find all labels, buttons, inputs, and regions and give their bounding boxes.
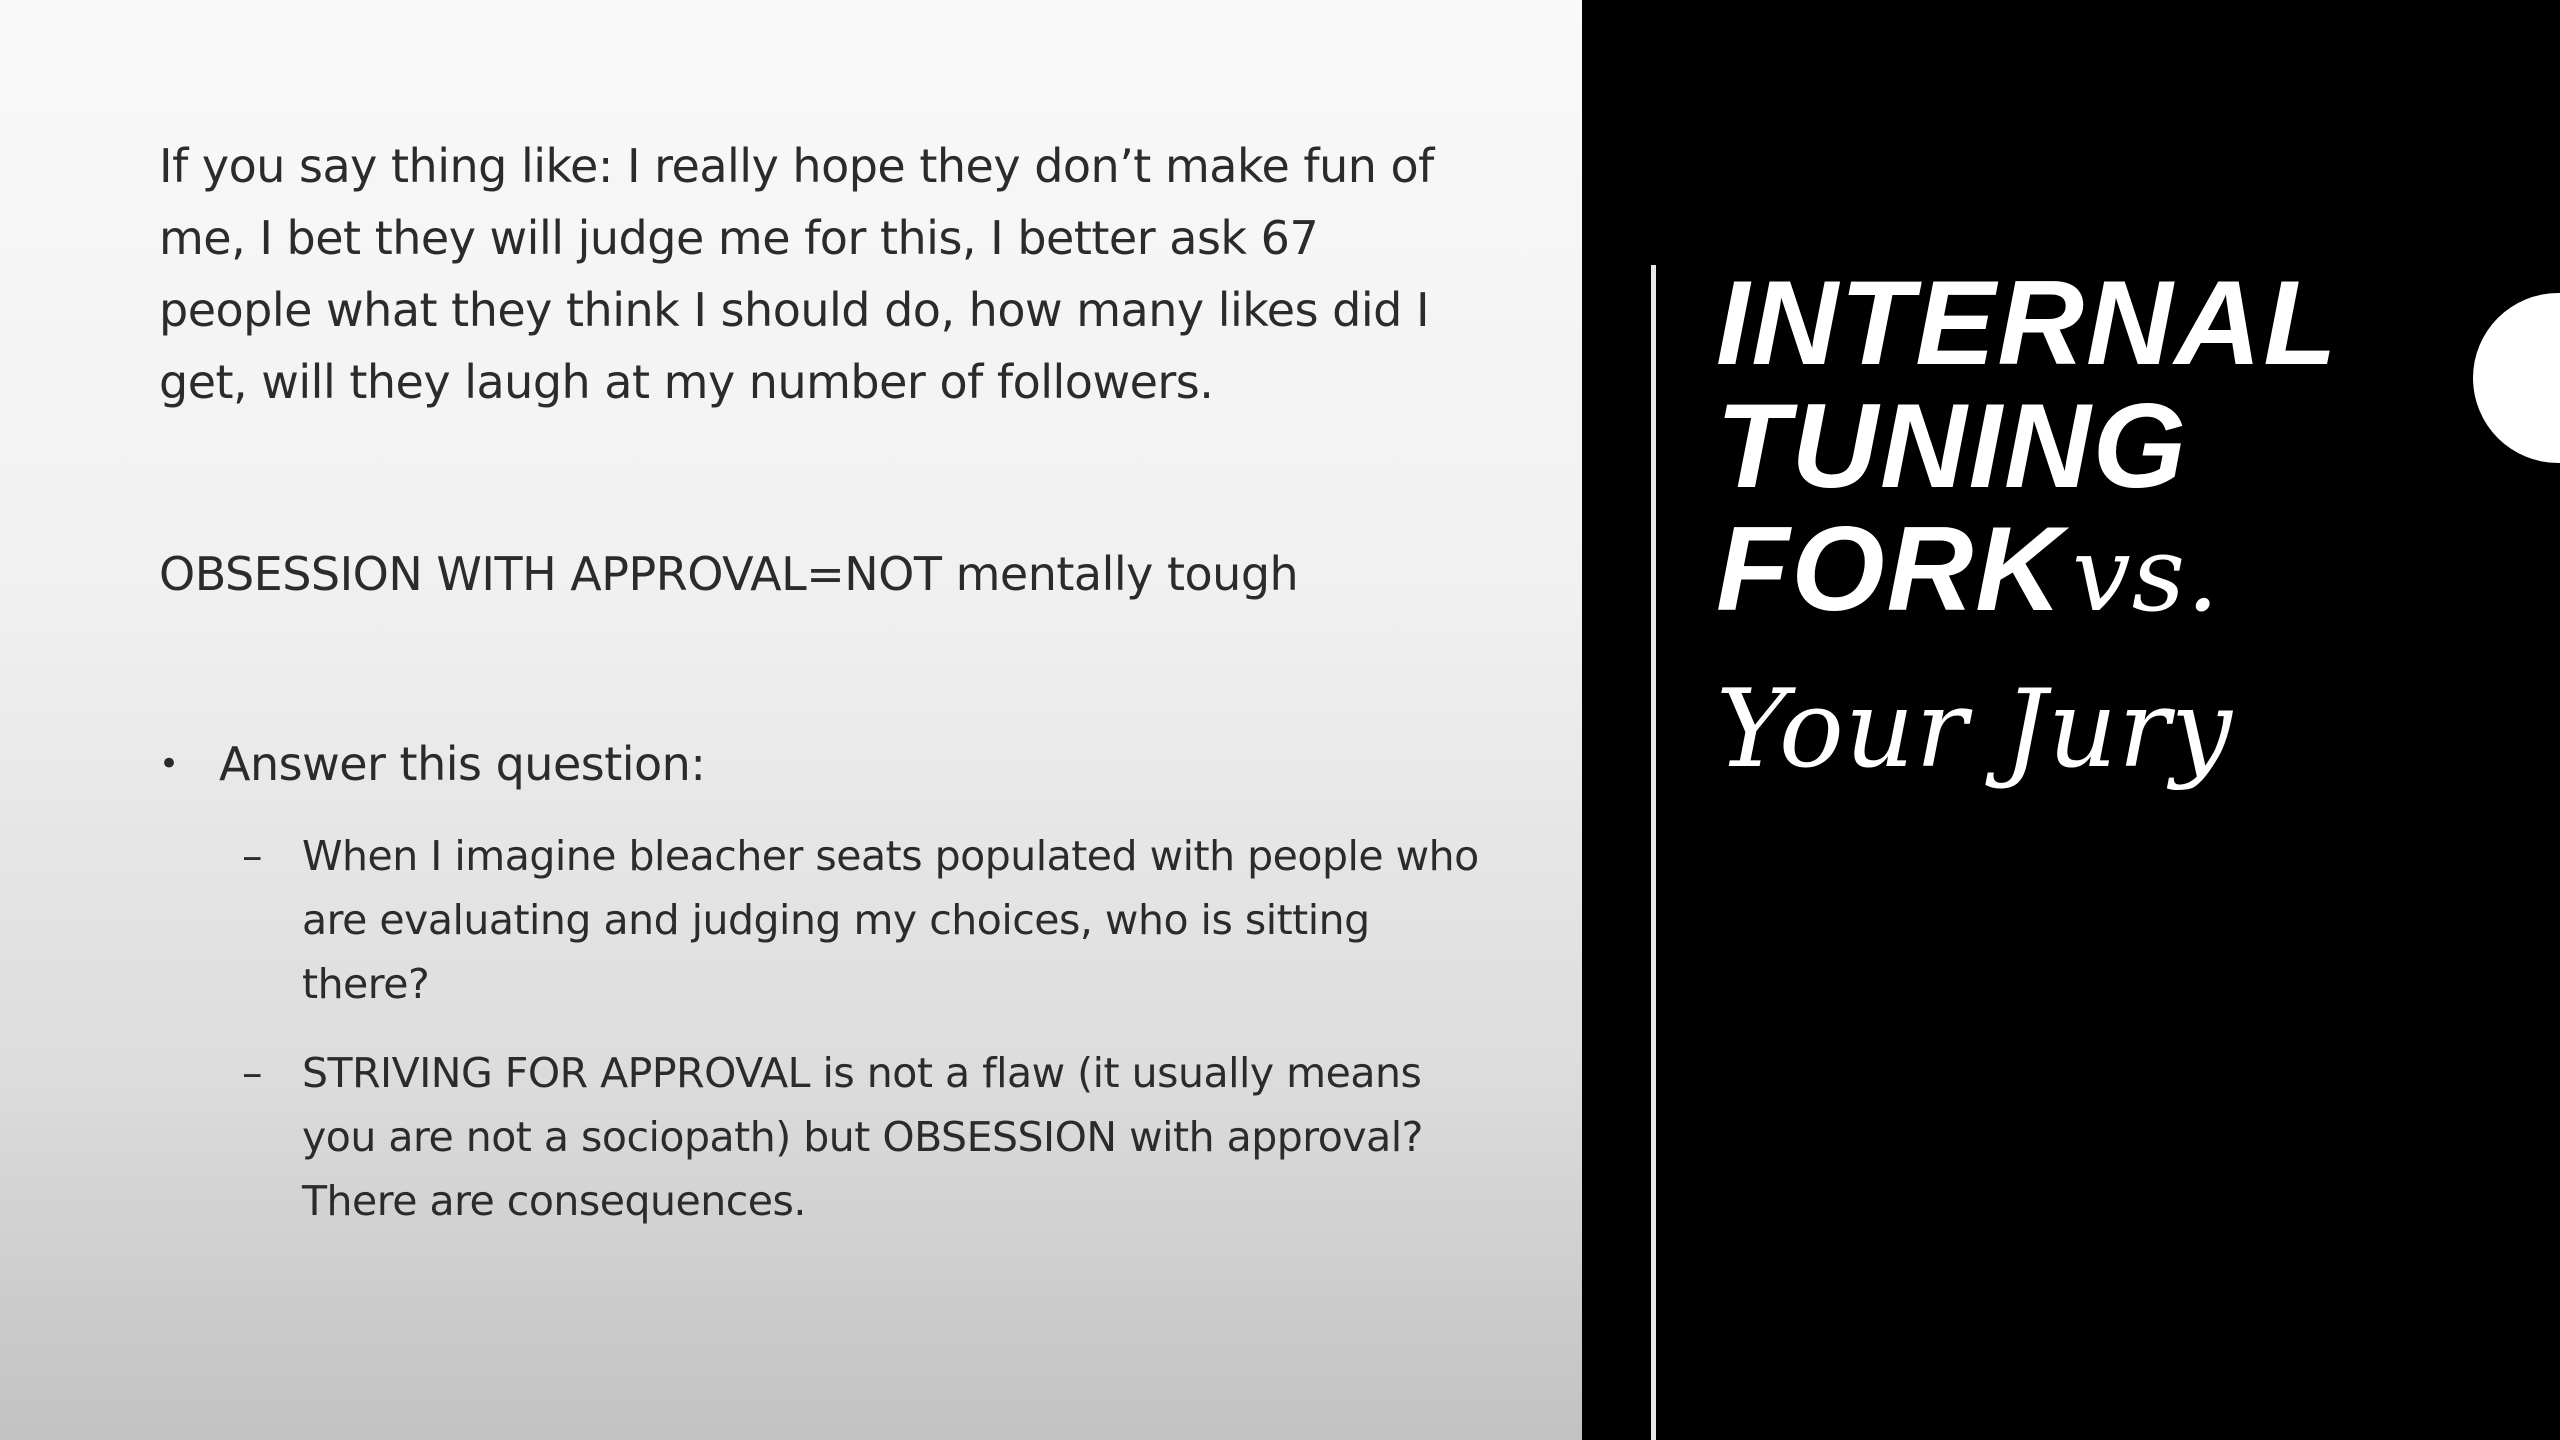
title-line-tuning: TUNING xyxy=(1716,379,2188,513)
vertical-divider xyxy=(1651,265,1656,1440)
sub-item-text: When I imagine bleacher seats populated with people who are evaluating and judging my choices, who is sitting there? xyxy=(302,832,1479,1008)
intro-paragraph: If you say thing like: I really hope they don’t make fun of me, I bet they will judge me for this, I better ask 67 people what they think I should do, how many likes did I get, will they laugh at my number of followers. xyxy=(159,139,1434,409)
dash-marker: – xyxy=(242,832,262,880)
title-line-internal: INTERNAL xyxy=(1716,256,2339,390)
title-line-fork xyxy=(1716,502,2339,661)
dash-marker: – xyxy=(242,1049,262,1097)
title-line-your-jury: Your Jury xyxy=(1716,667,2233,792)
bullet-text: Answer this question: xyxy=(219,737,706,791)
title-word-vs: vs. xyxy=(2071,513,2221,635)
statement-text: OBSESSION WITH APPROVAL=NOT mentally tough xyxy=(159,547,1299,601)
slide-title xyxy=(1716,256,2339,795)
title-word-fork: FORK xyxy=(1716,502,2064,636)
bullet-marker: • xyxy=(159,744,179,784)
sub-item-text: STRIVING FOR APPROVAL is not a flaw (it usually means you are not a sociopath) but OBSESSION with approval? There are consequences. xyxy=(302,1049,1423,1225)
